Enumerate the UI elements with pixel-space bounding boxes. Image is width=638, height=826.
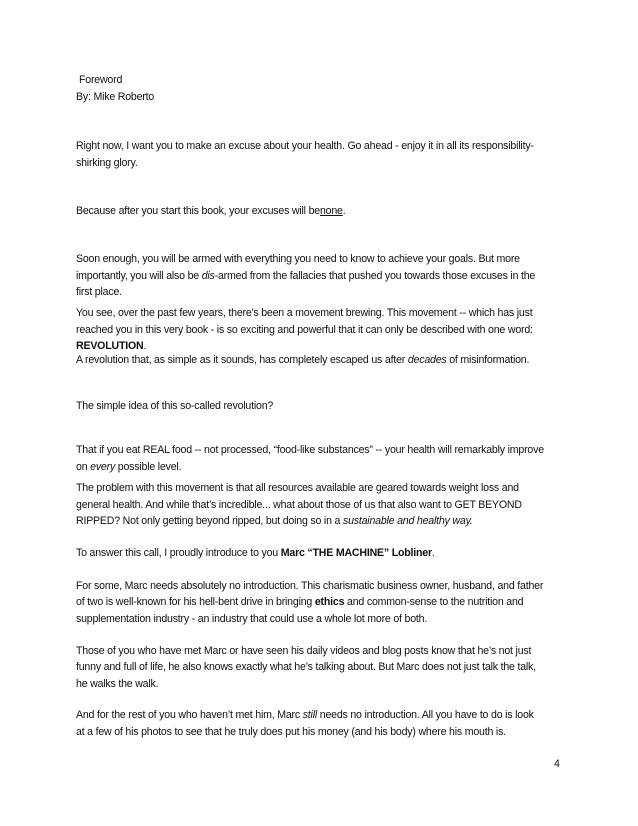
text-line: general health. And while that’s incredible... what about those of us that also want to GET BEYOND (76, 499, 522, 511)
byline: By: Mike Roberto (76, 91, 155, 103)
text-line: at a few of his photos to see that he truly does put his money (and his body) where his mouth is. (76, 726, 506, 738)
paragraph-simple-idea: The simple idea of this so-called revolution? (76, 400, 274, 412)
text-line: REVOLUTION. (76, 340, 147, 352)
text-line: on every possible level. (76, 461, 182, 473)
text-line: reached you in this very book - is so exciting and powerful that it can only be described with one word: (76, 324, 533, 336)
text-line: For some, Marc needs absolutely no introduction. This charismatic business owner, husband, and father (76, 580, 544, 592)
text-line: importantly, you will also be dis-armed from the fallacies that pushed you towards those excuses in the (76, 270, 536, 282)
text-line: first place. (76, 286, 122, 298)
text-line: That if you eat REAL food -- not processed, “food-like substances” -- your health will remarkably improve (76, 444, 544, 456)
page-number: 4 (554, 758, 560, 770)
paragraph-introduce: To answer this call, I proudly introduce to you Marc “THE MACHINE” Lobliner. (76, 547, 435, 559)
text-line: shirking glory. (76, 157, 138, 169)
text-line: of two is well-known for his hell-bent drive in bringing ethics and common-sense to the nutrition and (76, 596, 524, 608)
text-line: And for the rest of you who haven’t met him, Marc still needs no introduction. All you have to do is look (76, 709, 534, 721)
revolution-word: REVOLUTION (76, 340, 144, 352)
marc-name: Marc “THE MACHINE” Lobliner (280, 547, 432, 559)
text-line: You see, over the past few years, there's been a movement brewing. This movement -- which has just (76, 307, 533, 319)
text-line: he walks the walk. (76, 678, 159, 690)
paragraph-revolution: A revolution that, as simple as it sounds, has completely escaped us after decades of misinformation. (76, 354, 530, 366)
text-line: RIPPED? Not only getting beyond ripped, but doing so in a sustainable and healthy way. (76, 515, 473, 527)
text-line: supplementation industry - an industry that could use a whole lot more of both. (76, 613, 428, 625)
text-line: Soon enough, you will be armed with everything you need to know to achieve your goals. But more (76, 253, 520, 265)
text-line: The problem with this movement is that all resources available are geared towards weight loss and (76, 482, 519, 494)
paragraph-no-excuses: Because after you start this book, your excuses will benone. (76, 205, 346, 217)
text-line: Those of you who have met Marc or have seen his daily videos and blog posts know that he’s not just (76, 645, 532, 657)
text-line: Right now, I want you to make an excuse about your health. Go ahead - enjoy it in all its responsibility- (76, 140, 534, 152)
foreword-title: Foreword (79, 74, 123, 86)
text-line: funny and full of life, he also knows exactly what he’s talking about. But Marc does not just talk the talk, (76, 661, 536, 673)
underlined-none: none (319, 205, 343, 217)
